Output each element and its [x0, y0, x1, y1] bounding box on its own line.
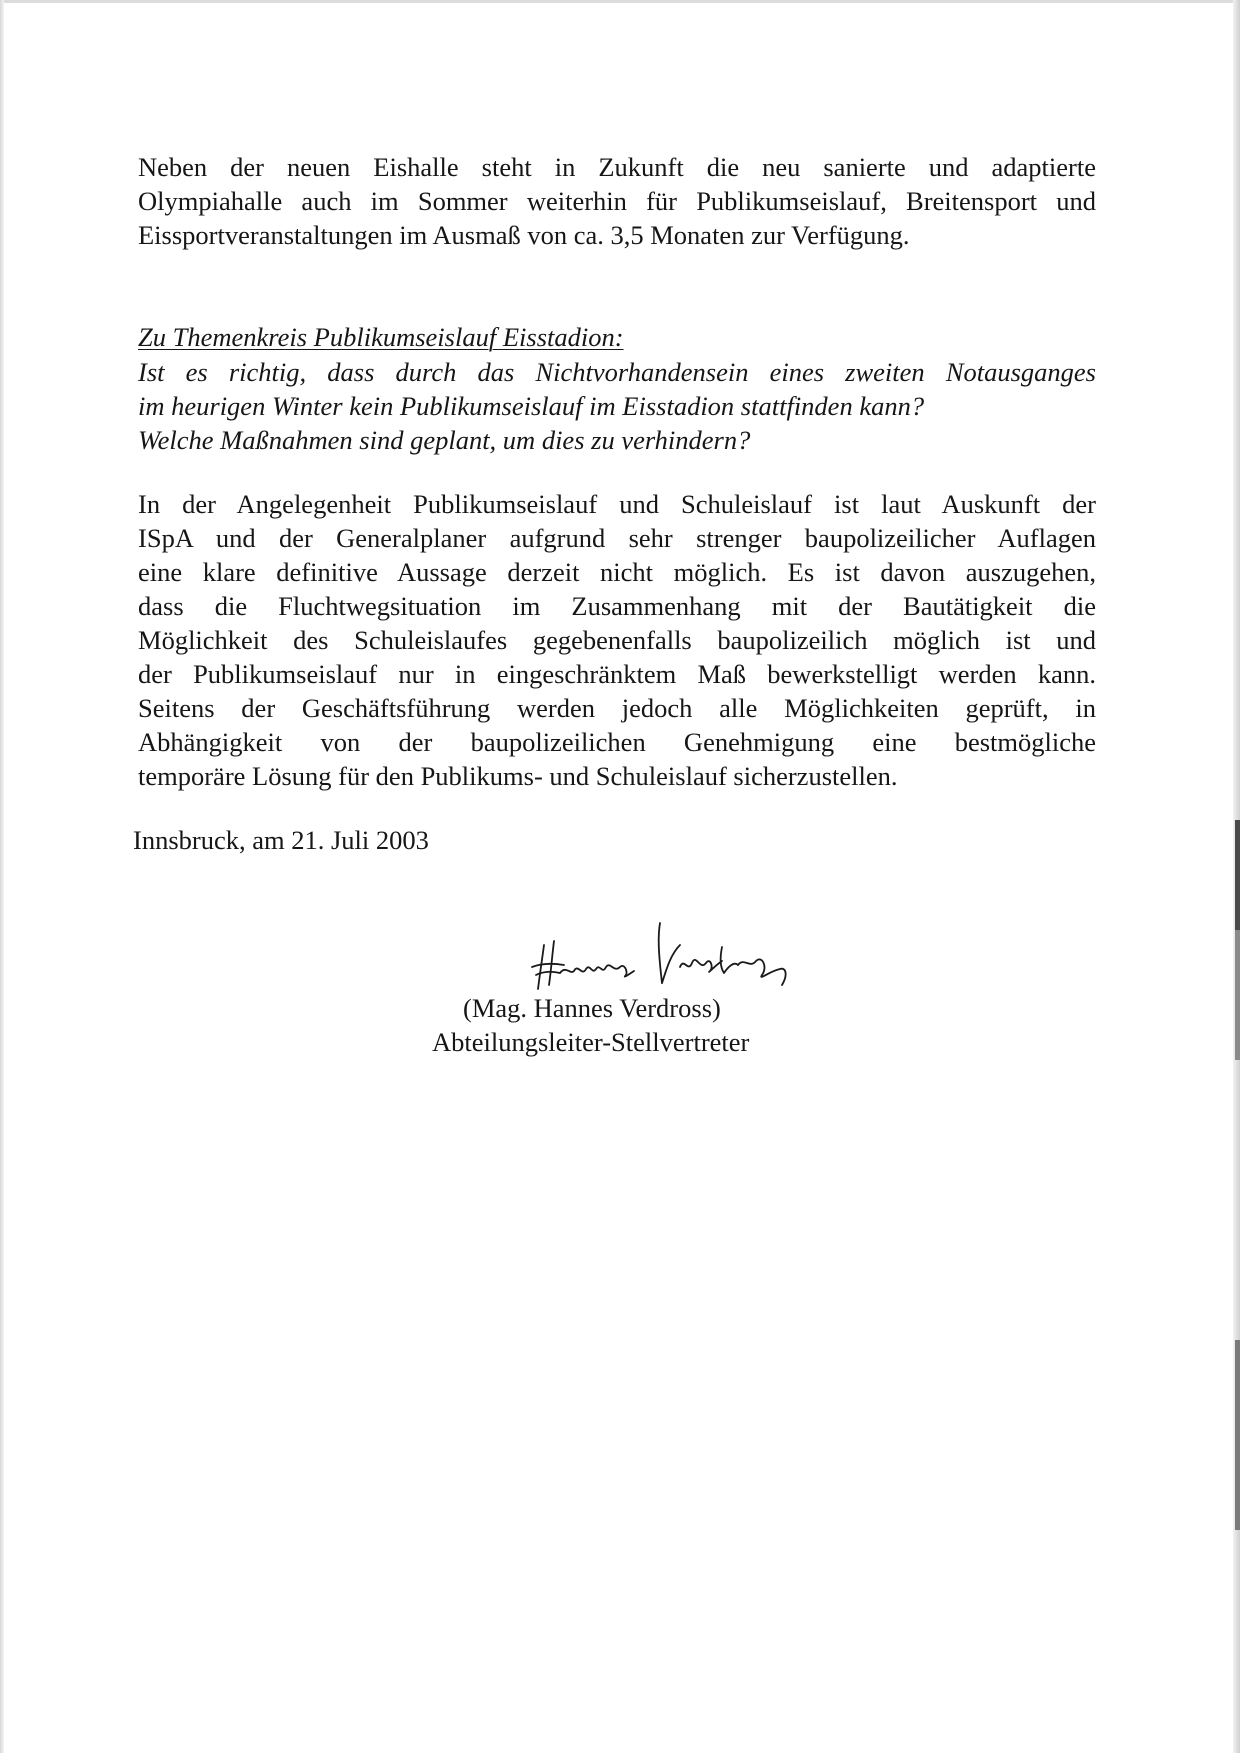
section-heading: Zu Themenkreis Publikumseislauf Eisstadion:	[138, 322, 624, 352]
text-line: Möglichkeit des Schuleislaufes gegebenenfalls baupolizeilich möglich ist und	[138, 625, 1096, 655]
handwritten-signature	[530, 905, 810, 995]
scan-edge-shadow	[1235, 930, 1240, 1060]
scan-edge-shadow	[1235, 820, 1240, 930]
text-line: der Publikumseislauf nur in eingeschränktem Maß bewerkstelligt werden kann.	[138, 659, 1096, 689]
signer-role: Abteilungsleiter-Stellvertreter	[432, 1027, 750, 1057]
signer-name: (Mag. Hannes Verdross)	[463, 993, 721, 1023]
text-line: eine klare definitive Aussage derzeit nicht möglich. Es ist davon auszugehen,	[138, 557, 1096, 587]
text-line: Abhängigkeit von der baupolizeilichen Genehmigung eine bestmögliche	[138, 727, 1096, 757]
text-line: In der Angelegenheit Publikumseislauf und Schuleislauf ist laut Auskunft der	[138, 489, 1096, 519]
question-paragraph	[138, 355, 1096, 457]
paragraph-answer	[138, 487, 1096, 793]
question-line: Welche Maßnahmen sind geplant, um dies zu verhindern?	[138, 425, 751, 455]
text-line: temporäre Lösung für den Publikums- und Schuleislauf sicherzustellen.	[138, 761, 898, 791]
scan-edge-shadow	[1235, 1340, 1240, 1530]
text-line: Seitens der Geschäftsführung werden jedoch alle Möglichkeiten geprüft, in	[138, 693, 1096, 723]
scan-edge-left	[0, 0, 4, 1753]
paragraph-olympiahalle	[138, 150, 1096, 252]
text-line: ISpA und der Generalplaner aufgrund sehr strenger baupolizeilicher Auflagen	[138, 523, 1096, 553]
question-line: im heurigen Winter kein Publikumseislauf im Eisstadion stattfinden kann?	[138, 391, 925, 421]
text-line: dass die Fluchtwegsituation im Zusammenhang mit der Bautätigkeit die	[138, 591, 1096, 621]
question-line: Ist es richtig, dass durch das Nichtvorhandensein eines zweiten Notausganges	[138, 357, 1096, 387]
place-date: Innsbruck, am 21. Juli 2003	[133, 825, 429, 855]
text-line: Olympiahalle auch im Sommer weiterhin für Publikumseislauf, Breitensport und	[138, 186, 1096, 216]
scan-edge-top	[0, 0, 1240, 3]
text-line: Neben der neuen Eishalle steht in Zukunft die neu sanierte und adaptierte	[138, 152, 1096, 182]
text-line: Eissportveranstaltungen im Ausmaß von ca. 3,5 Monaten zur Verfügung.	[138, 220, 910, 250]
